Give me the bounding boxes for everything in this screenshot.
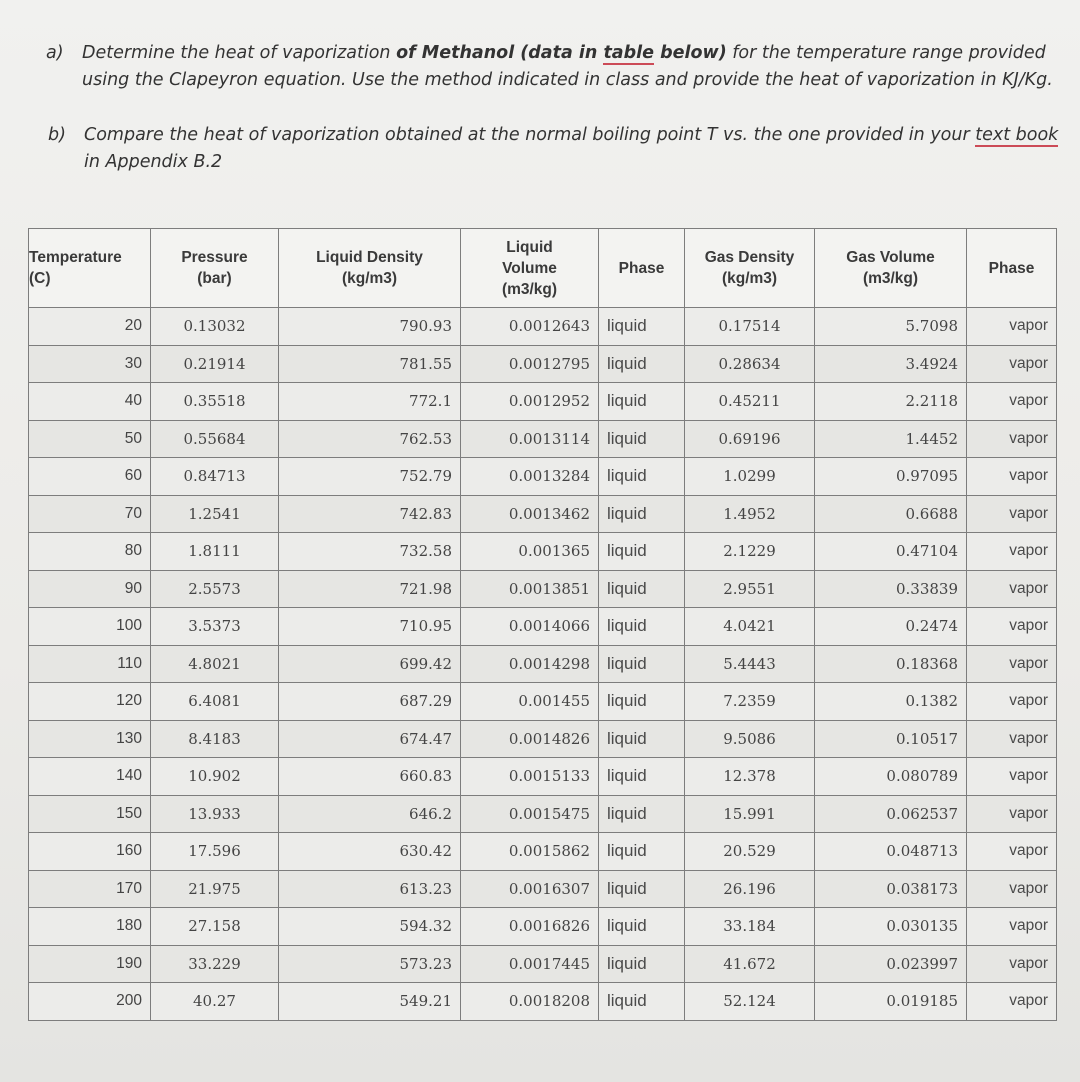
liquid-phase-cell: liquid — [599, 345, 685, 383]
liquid-volume-cell: 0.0013284 — [461, 458, 599, 496]
temperature-cell: 120 — [29, 683, 151, 721]
liquid-volume-cell: 0.0014298 — [461, 645, 599, 683]
liquid-phase-cell: liquid — [599, 795, 685, 833]
liquid-density-cell: 573.23 — [279, 945, 461, 983]
liquid-phase-cell: liquid — [599, 870, 685, 908]
gas-volume-header-line: Gas Volume — [846, 249, 935, 266]
liquid-density-cell: 762.53 — [279, 420, 461, 458]
gas-volume-cell: 0.030135 — [815, 908, 967, 946]
temperature-cell: 200 — [29, 983, 151, 1021]
vapor-phase-cell: vapor — [967, 908, 1057, 946]
table-header-row — [29, 229, 1057, 308]
gas-density-cell: 12.378 — [685, 758, 815, 796]
vapor-phase-header — [967, 229, 1057, 308]
question-b-underlined: text book — [975, 125, 1059, 145]
pressure-cell: 3.5373 — [151, 608, 279, 646]
gas-volume-cell: 0.023997 — [815, 945, 967, 983]
table-row — [29, 945, 1057, 983]
vapor-phase-cell: vapor — [967, 458, 1057, 496]
gas-volume-cell: 0.47104 — [815, 533, 967, 571]
gas-volume-cell: 0.2474 — [815, 608, 967, 646]
vapor-phase-cell: vapor — [967, 308, 1057, 346]
pressure-cell: 10.902 — [151, 758, 279, 796]
question-a-bold-1: of Methanol (data in — [396, 43, 604, 63]
liquid-density-cell: 646.2 — [279, 795, 461, 833]
liquid-density-cell: 781.55 — [279, 345, 461, 383]
liquid-density-cell: 594.32 — [279, 908, 461, 946]
pressure-cell: 40.27 — [151, 983, 279, 1021]
liquid-volume-header — [461, 229, 599, 308]
question-b-marker: b) — [48, 125, 66, 145]
liquid-volume-cell: 0.001365 — [461, 533, 599, 571]
temperature-cell: 160 — [29, 833, 151, 871]
gas-volume-cell: 0.97095 — [815, 458, 967, 496]
liquid-volume-header-line: (m3/kg) — [501, 280, 558, 298]
liquid-density-cell: 790.93 — [279, 308, 461, 346]
temperature-cell: 170 — [29, 870, 151, 908]
liquid-phase-cell: liquid — [599, 458, 685, 496]
gas-density-cell: 41.672 — [685, 945, 815, 983]
gas-density-cell: 9.5086 — [685, 720, 815, 758]
temperature-cell: 80 — [29, 533, 151, 571]
table-row — [29, 608, 1057, 646]
pressure-cell: 1.8111 — [151, 533, 279, 571]
temperature-cell: 50 — [29, 420, 151, 458]
table-row — [29, 458, 1057, 496]
temperature-cell: 90 — [29, 570, 151, 608]
pressure-cell: 0.21914 — [151, 345, 279, 383]
question-a-text-1: Determine the heat of vaporization — [82, 43, 397, 63]
gas-volume-cell: 3.4924 — [815, 345, 967, 383]
vapor-phase-cell: vapor — [967, 645, 1057, 683]
temperature-cell: 140 — [29, 758, 151, 796]
temperature-cell: 180 — [29, 908, 151, 946]
vapor-phase-cell: vapor — [967, 758, 1057, 796]
gas-volume-cell: 0.10517 — [815, 720, 967, 758]
table-row — [29, 758, 1057, 796]
liquid-volume-cell: 0.0013851 — [461, 570, 599, 608]
gas-volume-cell: 0.038173 — [815, 870, 967, 908]
temperature-header-line: (C) — [29, 270, 51, 287]
temperature-cell: 100 — [29, 608, 151, 646]
table-row — [29, 683, 1057, 721]
table-row — [29, 495, 1057, 533]
gas-volume-cell: 0.062537 — [815, 795, 967, 833]
gas-volume-cell: 0.18368 — [815, 645, 967, 683]
question-b — [48, 122, 1074, 176]
table-row — [29, 308, 1057, 346]
gas-volume-cell: 0.048713 — [815, 833, 967, 871]
vapor-phase-cell: vapor — [967, 945, 1057, 983]
gas-density-cell: 26.196 — [685, 870, 815, 908]
liquid-volume-cell: 0.0015475 — [461, 795, 599, 833]
liquid-density-cell: 772.1 — [279, 383, 461, 421]
temperature-cell: 70 — [29, 495, 151, 533]
liquid-volume-cell: 0.0016826 — [461, 908, 599, 946]
table-body — [29, 308, 1057, 1021]
gas-volume-cell: 0.019185 — [815, 983, 967, 1021]
methanol-data-table — [28, 228, 1057, 1021]
table-row — [29, 345, 1057, 383]
question-b-text-1: Compare the heat of vaporization obtained at the normal boiling point T vs. the one provided in your — [84, 125, 976, 145]
liquid-phase-cell: liquid — [599, 420, 685, 458]
temperature-cell: 20 — [29, 308, 151, 346]
liquid-phase-cell: liquid — [599, 570, 685, 608]
gas-density-cell: 0.17514 — [685, 308, 815, 346]
gas-volume-cell: 0.080789 — [815, 758, 967, 796]
gas-density-cell: 0.28634 — [685, 345, 815, 383]
liquid-phase-cell: liquid — [599, 645, 685, 683]
gas-volume-header — [815, 229, 967, 308]
question-a-bold-2: below) — [654, 43, 727, 63]
liquid-density-cell: 710.95 — [279, 608, 461, 646]
gas-density-header — [685, 229, 815, 308]
liquid-volume-cell: 0.0012952 — [461, 383, 599, 421]
table-row — [29, 833, 1057, 871]
pressure-cell: 0.35518 — [151, 383, 279, 421]
gas-volume-cell: 0.1382 — [815, 683, 967, 721]
liquid-volume-cell: 0.0012643 — [461, 308, 599, 346]
question-a-bold-underlined: table — [603, 43, 655, 63]
pressure-cell: 21.975 — [151, 870, 279, 908]
gas-density-cell: 1.4952 — [685, 495, 815, 533]
table-row — [29, 570, 1057, 608]
liquid-phase-cell: liquid — [599, 908, 685, 946]
liquid-density-cell: 674.47 — [279, 720, 461, 758]
temperature-cell: 190 — [29, 945, 151, 983]
gas-density-header-line: Gas Density — [704, 249, 795, 266]
gas-density-cell: 7.2359 — [685, 683, 815, 721]
pressure-cell: 27.158 — [151, 908, 279, 946]
pressure-cell: 6.4081 — [151, 683, 279, 721]
liquid-phase-cell: liquid — [599, 833, 685, 871]
table-row — [29, 908, 1057, 946]
gas-density-cell: 20.529 — [685, 833, 815, 871]
liquid-density-cell: 630.42 — [279, 833, 461, 871]
liquid-phase-cell: liquid — [599, 758, 685, 796]
liquid-density-cell: 752.79 — [279, 458, 461, 496]
liquid-phase-cell: liquid — [599, 533, 685, 571]
liquid-volume-cell: 0.0012795 — [461, 345, 599, 383]
gas-density-cell: 0.45211 — [685, 383, 815, 421]
temperature-cell: 30 — [29, 345, 151, 383]
liquid-phase-cell: liquid — [599, 495, 685, 533]
question-a — [46, 40, 1072, 94]
vapor-phase-cell: vapor — [967, 833, 1057, 871]
liquid-volume-header-line: Volume — [502, 259, 557, 277]
pressure-header — [151, 229, 279, 308]
liquid-density-cell: 687.29 — [279, 683, 461, 721]
liquid-phase-header — [599, 229, 685, 308]
liquid-phase-cell: liquid — [599, 383, 685, 421]
pressure-cell: 8.4183 — [151, 720, 279, 758]
liquid-volume-cell: 0.0014826 — [461, 720, 599, 758]
table-row — [29, 870, 1057, 908]
vapor-phase-cell: vapor — [967, 870, 1057, 908]
question-a-text-2: for the temperature range provided using the Clapeyron equation. Use the method indicated in class and provide the heat of vaporization in KJ/Kg. — [82, 43, 1053, 90]
gas-density-cell: 2.9551 — [685, 570, 815, 608]
temperature-header-line: Temperature — [29, 249, 122, 266]
pressure-cell: 13.933 — [151, 795, 279, 833]
table-row — [29, 795, 1057, 833]
gas-density-cell: 33.184 — [685, 908, 815, 946]
liquid-volume-cell: 0.0014066 — [461, 608, 599, 646]
vapor-phase-cell: vapor — [967, 495, 1057, 533]
table-row — [29, 420, 1057, 458]
temperature-cell: 110 — [29, 645, 151, 683]
liquid-density-header-line: Liquid Density — [316, 249, 423, 266]
pressure-cell: 17.596 — [151, 833, 279, 871]
liquid-phase-cell: liquid — [599, 720, 685, 758]
gas-density-cell: 15.991 — [685, 795, 815, 833]
pressure-header-line: (bar) — [197, 270, 232, 287]
liquid-density-cell: 549.21 — [279, 983, 461, 1021]
vapor-phase-cell: vapor — [967, 533, 1057, 571]
gas-volume-cell: 1.4452 — [815, 420, 967, 458]
liquid-volume-cell: 0.0013114 — [461, 420, 599, 458]
gas-density-cell: 4.0421 — [685, 608, 815, 646]
temperature-cell: 60 — [29, 458, 151, 496]
question-b-text-2: in Appendix B.2 — [84, 152, 223, 172]
liquid-volume-cell: 0.0015133 — [461, 758, 599, 796]
liquid-phase-header-line: Phase — [618, 259, 665, 277]
vapor-phase-cell: vapor — [967, 683, 1057, 721]
table-row — [29, 645, 1057, 683]
liquid-phase-cell: liquid — [599, 945, 685, 983]
gas-volume-cell: 0.33839 — [815, 570, 967, 608]
vapor-phase-cell: vapor — [967, 720, 1057, 758]
temperature-cell: 150 — [29, 795, 151, 833]
vapor-phase-cell: vapor — [967, 795, 1057, 833]
liquid-volume-cell: 0.0015862 — [461, 833, 599, 871]
vapor-phase-cell: vapor — [967, 420, 1057, 458]
gas-density-cell: 0.69196 — [685, 420, 815, 458]
pressure-cell: 0.84713 — [151, 458, 279, 496]
pressure-cell: 1.2541 — [151, 495, 279, 533]
liquid-volume-cell: 0.0017445 — [461, 945, 599, 983]
liquid-density-header-line: (kg/m3) — [341, 270, 398, 287]
gas-density-cell: 5.4443 — [685, 645, 815, 683]
pressure-cell: 2.5573 — [151, 570, 279, 608]
table-row — [29, 983, 1057, 1021]
pressure-cell: 33.229 — [151, 945, 279, 983]
liquid-density-cell: 660.83 — [279, 758, 461, 796]
gas-density-cell: 1.0299 — [685, 458, 815, 496]
gas-density-cell: 52.124 — [685, 983, 815, 1021]
pressure-header-line: Pressure — [181, 249, 248, 266]
vapor-phase-cell: vapor — [967, 608, 1057, 646]
gas-density-header-line: (kg/m3) — [721, 270, 778, 287]
pressure-cell: 4.8021 — [151, 645, 279, 683]
question-a-marker: a) — [46, 43, 64, 63]
pressure-cell: 0.55684 — [151, 420, 279, 458]
vapor-phase-header-line: Phase — [988, 259, 1035, 277]
gas-density-cell: 2.1229 — [685, 533, 815, 571]
liquid-density-cell: 742.83 — [279, 495, 461, 533]
liquid-density-cell: 732.58 — [279, 533, 461, 571]
liquid-phase-cell: liquid — [599, 983, 685, 1021]
liquid-volume-header-line: Liquid — [506, 238, 553, 256]
liquid-density-header — [279, 229, 461, 308]
pressure-cell: 0.13032 — [151, 308, 279, 346]
temperature-cell: 40 — [29, 383, 151, 421]
gas-volume-cell: 5.7098 — [815, 308, 967, 346]
gas-volume-header-line: (m3/kg) — [862, 270, 919, 287]
liquid-phase-cell: liquid — [599, 308, 685, 346]
vapor-phase-cell: vapor — [967, 983, 1057, 1021]
liquid-density-cell: 721.98 — [279, 570, 461, 608]
table-row — [29, 383, 1057, 421]
temperature-header — [29, 229, 151, 308]
vapor-phase-cell: vapor — [967, 383, 1057, 421]
gas-volume-cell: 2.2118 — [815, 383, 967, 421]
vapor-phase-cell: vapor — [967, 570, 1057, 608]
liquid-phase-cell: liquid — [599, 683, 685, 721]
gas-volume-cell: 0.6688 — [815, 495, 967, 533]
liquid-density-cell: 613.23 — [279, 870, 461, 908]
liquid-density-cell: 699.42 — [279, 645, 461, 683]
liquid-volume-cell: 0.0016307 — [461, 870, 599, 908]
table-row — [29, 720, 1057, 758]
table-row — [29, 533, 1057, 571]
liquid-volume-cell: 0.0013462 — [461, 495, 599, 533]
liquid-phase-cell: liquid — [599, 608, 685, 646]
liquid-volume-cell: 0.001455 — [461, 683, 599, 721]
liquid-volume-cell: 0.0018208 — [461, 983, 599, 1021]
temperature-cell: 130 — [29, 720, 151, 758]
vapor-phase-cell: vapor — [967, 345, 1057, 383]
